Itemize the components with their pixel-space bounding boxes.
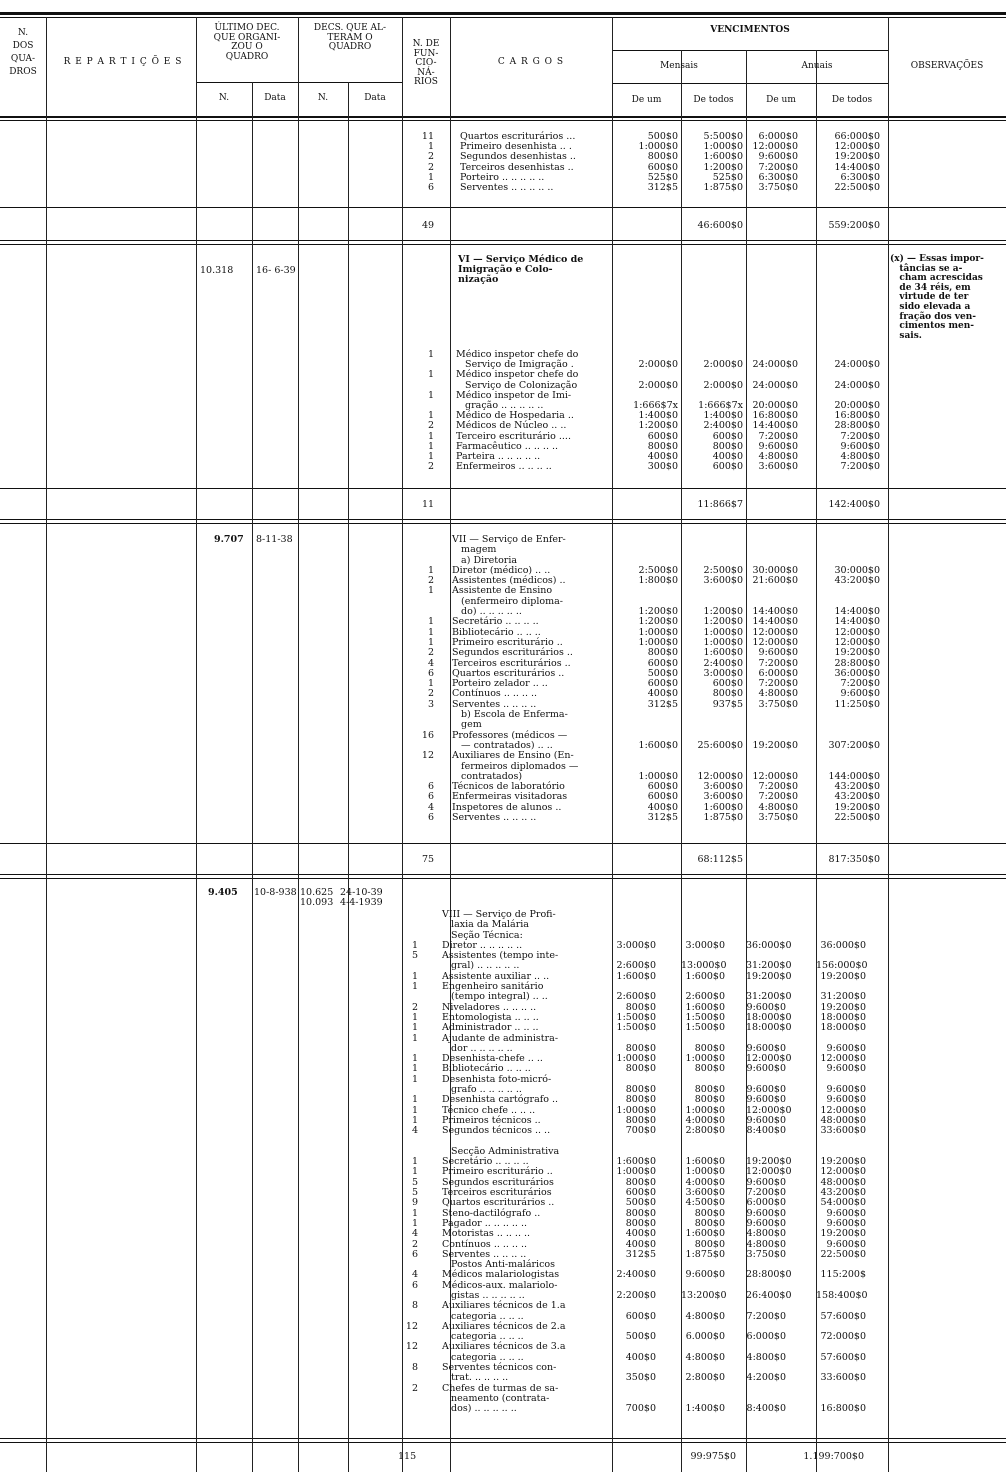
s4-total-n: 115 — [398, 1451, 417, 1462]
header-de-um-2: De um — [766, 95, 796, 105]
s2-anual-todos: 24:000$0 24:000$0 20:000$0 16:800$0 28:800$0 7:200$0 9:600$0 4:800$0 7:200$0 — [834, 359, 880, 473]
header-sub-data-2: Data — [364, 93, 386, 103]
s4-total-mensal: 99:975$0 — [690, 1451, 736, 1462]
s3-total-mensal: 68:112$5 — [697, 854, 743, 865]
s3-total-n: 75 — [422, 854, 435, 865]
s1-total-mensal: 46:600$0 — [697, 220, 743, 231]
section-rule — [0, 1442, 1006, 1443]
header-sub-n: N. — [218, 93, 230, 103]
section-rule — [0, 843, 1006, 844]
s3-mensal-um: 2:500$0 1:800$0 1:200$0 1:200$0 1:000$0 1:000$0 800$0 600$0 500$0 600$0 400$0 312$5 1:600$0 1:000$0 600$0 600$0 400$0 312$5 — [638, 564, 678, 824]
section-rule — [0, 488, 1006, 489]
col-rule — [46, 17, 47, 1472]
s2-title: VI — Serviço Médico de Imigração e Colo- nização — [458, 254, 584, 286]
header-sub-n-2: N. — [317, 93, 329, 103]
header-subrule — [612, 50, 888, 51]
s1-mensal-todos: 5:500$0 1:000$0 1:600$0 1:200$0 525$0 1:875$0 — [703, 131, 743, 194]
s2-mensal-um: 2:000$0 2:000$0 1:666$7x 1:400$0 1:200$0 600$0 800$0 400$0 300$0 — [633, 359, 678, 473]
s1-cargos-list: Quartos escriturários ... Primeiro desenhista .. . Segundos desenhistas .. Terceiros desenhistas .. Porteiro .. .. .. .. .. Serventes .. .. .. .. .. — [460, 131, 576, 194]
s2-total-mensal: 11:866$7 — [697, 499, 743, 510]
header-de-um: De um — [631, 95, 662, 105]
s2-anual-um: 24:000$0 24:000$0 20:000$0 16:800$0 14:400$0 7:200$0 9:600$0 4:800$0 3:600$0 — [752, 359, 798, 473]
s2-cargos-list: Médico inspetor chefe do Serviço de Imigração . Médico inspetor chefe do Serviço de Colonização Médico inspetor de Imi- gração .. .. .. .. .. Médico de Hospedaria .. Médicos de Núcleo .. .. Terceiro escriturário .... Farmacêutico .. .. .. .. Parteira .. .. .. .. .. Enfermeiros .. .. .. .. — [456, 349, 579, 473]
s4-anual-um: 36:000$0 31:200$0 19:200$0 31:200$0 9:600$0 18:000$0 18:000$0 9:600$0 12:000$0 9:600$0 9:600$0 9:600$0 12:000$0 9:600$0 8:400$0 19:200$0 12:000$0 9:600$0 7:200$0 6:000$0 9:600$0 9:600$0 4:800$0 4:800$0 3:750$0 28:800$0 26:400$0 7:200$0 6:000$0 4:800$0 4:200$0 8:400$0 — [746, 939, 792, 1415]
section-rule — [0, 523, 1006, 524]
s4-dec-n: 9.405 — [208, 887, 238, 898]
col-rule — [252, 82, 253, 1472]
s1-anual-um: 6:000$0 12:000$0 9:600$0 7:200$0 6:300$0 3:750$0 — [752, 131, 798, 194]
header-n-dos-quadros: N. DOS QUA- DROS — [9, 28, 37, 77]
s3-anual-todos: 30:000$0 43:200$0 14:400$0 14:400$0 12:000$0 12:000$0 19:200$0 28:800$0 36:000$0 7:200$0 9:600$0 11:250$0 307:200$0 144:000$0 43:200$0 43:200$0 19:200$0 22:500$0 — [828, 564, 880, 824]
section-rule — [0, 519, 1006, 520]
s3-total-anual: 817:350$0 — [828, 854, 880, 865]
header-de-todos: De todos — [693, 95, 734, 105]
col-rule — [298, 17, 299, 1472]
s1-anual-todos: 66:000$0 12:000$0 19:200$0 14:400$0 6:300$0 22:500$0 — [834, 131, 880, 194]
s4-cargos-list: VIII — Serviço de Profi- laxia da Malária Seção Técnica: Diretor .. .. .. .. .. Assistentes (tempo inte- gral) .. .. .. .. .. Assistente auxiliar .. .. Engenheiro sanitário (tempo integral) .. .. Niveladores .. .. .. .. Entomologista .. .. .. Administrador .. .. .. Ajudante de administra- dor .. .. .. .. .. Desenhista-chefe .. .. Bibliotecário .. .. .. Desenhista foto-micró- grafo .. .. .. .. .. Desenhista cartógrafo .. Técnico chefe .. .. .. Primeiros técnicos .. Segundos técnicos .. .. Secção Administrativa Secretário .. .. .. .. Primeiro escriturário .. Segundos escriturários Terceiros escriturários Quartos escriturários .. Steno-dactilógrafo .. Pagador .. .. .. .. .. Motoristas .. .. .. .. Contínuos .. .. .. .. Serventes .. .. .. .. Postos Anti-maláricos Médicos malariologistas Médicos-aux. malariolo- gistas .. .. .. .. .. Auxiliares técnicos de 1.a categoria .. .. .. Auxiliares técnicos de 2.a categoria .. .. .. Auxiliares técnicos de 3.a categoria .. .. .. Serventes técnicos con- trat. .. .. .. .. Chefes de turmas de sa- neamento (contrata- dos) .. .. .. .. .. — [442, 909, 566, 1415]
s4-dec-data: 10-8-938 — [254, 887, 297, 898]
header-reparticoes: R E P A R T I Ç Õ E S — [63, 57, 183, 67]
s4-anual-todos: 36:000$0 156:000$0 19:200$0 31:200$0 19:200$0 18:000$0 18:000$0 9:600$0 12:000$0 9:600$0 9:600$0 9:600$0 12:000$0 48:000$0 33:600$0 19:200$0 12:000$0 48:000$0 43:200$0 54:000$0 9:600$0 9:600$0 19:200$0 9:600$0 22:500$0 115:200$ 158:400$0 57:600$0 72:000$0 57:600$0 33:600$0 16:800$0 — [816, 939, 868, 1415]
s3-cargos-list: VII — Serviço de Enfer- magem a) Diretoria Diretor (médico) .. .. Assistentes (médicos) .. Assistente de Ensino (enfermeiro diploma- do) .. .. .. .. .. Secretário .. .. .. .. Bibliotecário .. .. .. Primeiro escriturário .. Segundos escriturários .. Terceiros escriturários .. Quartos escriturários .. Porteiro zelador .. .. Contínuos .. .. .. .. Serventes .. .. .. .. b) Escola de Enferma- gem Professores (médicos — — contratados) .. .. Auxiliares de Ensino (En- fermeiros diplomados — contratados) Técnicos de laboratório Enfermeiras visitadoras Inspetores de alunos .. Serventes .. .. .. .. — [452, 534, 579, 824]
col-rule — [888, 17, 889, 1472]
top-rule-2 — [0, 17, 1006, 18]
header-cargos: C A R G O S — [497, 57, 565, 67]
s1-total-n: 49 — [422, 220, 435, 231]
col-rule — [402, 17, 403, 1472]
s2-n-list: 1 1 1 1 2 1 1 1 2 — [427, 349, 434, 473]
header-observacoes: OBSERVAÇÕES — [910, 61, 984, 71]
col-rule — [348, 82, 349, 1472]
header-rule — [0, 116, 1006, 118]
header-mensais: Mensais — [660, 61, 698, 71]
s1-n-list: 11 1 2 2 1 6 — [421, 131, 434, 194]
section-rule — [0, 244, 1006, 245]
header-subrule — [612, 83, 888, 84]
section-rule — [0, 240, 1006, 241]
s2-dec-n: 10.318 — [200, 265, 234, 276]
header-sub-data: Data — [264, 93, 286, 103]
s2-observacao: (x) — Essas impor- tâncias se a- cham acrescidas de 34 réis, em virtude de ter sido elevada a fração dos ven- cimentos men- sais. — [890, 254, 984, 341]
s4-n-list: 1 5 1 1 2 1 1 1 1 1 1 1 1 1 4 1 1 5 5 9 1 1 4 2 6 4 6 8 12 12 8 2 — [405, 939, 418, 1394]
section-rule — [0, 878, 1006, 879]
header-ultimo-dec: ÚLTIMO DEC. QUE ORGANI- ZOU O QUADRO — [213, 23, 281, 62]
s4-mensal-todos: 3:000$0 13:000$0 1:600$0 2:600$0 1:600$0 1:500$0 1:500$0 800$0 1:000$0 800$0 800$0 800$0 1:000$0 4:000$0 2:800$0 1:600$0 1:000$0 4:000$0 3:600$0 4:500$0 800$0 800$0 1:600$0 800$0 1:875$0 9:600$0 13:200$0 4:800$0 6.000$0 4:800$0 2:800$0 1:400$0 — [681, 939, 727, 1415]
s3-anual-um: 30:000$0 21:600$0 14:400$0 14:400$0 12:000$0 12:000$0 9:600$0 7:200$0 6:000$0 7:200$0 4:800$0 3:750$0 19:200$0 12:000$0 7:200$0 7:200$0 4:800$0 3:750$0 — [752, 564, 798, 824]
s3-mensal-todos: 2:500$0 3:600$0 1:200$0 1:200$0 1:000$0 1:000$0 1:600$0 2:400$0 3:000$0 600$0 800$0 937$5 25:600$0 12:000$0 3:600$0 3:600$0 1:600$0 1:875$0 — [697, 564, 743, 824]
col-rule — [196, 17, 197, 1472]
header-rule-2 — [0, 120, 1006, 121]
s4-total-anual: 1.199:700$0 — [803, 1451, 864, 1462]
s4-alt-data: 24-10-39 4-4-1939 — [340, 887, 383, 909]
header-decs-alteram: DECS. QUE AL- TERAM O QUADRO — [313, 23, 387, 52]
header-de-todos-2: De todos — [831, 95, 873, 105]
section-rule — [0, 207, 1006, 208]
header-subrule — [298, 82, 402, 83]
s2-mensal-todos: 2:000$0 2:000$0 1:666$7x 1:400$0 2:400$0 600$0 800$0 400$0 600$0 — [698, 359, 743, 473]
s4-mensal-um: 3:000$0 2:600$0 1:600$0 2:600$0 800$0 1:500$0 1:500$0 800$0 1:000$0 800$0 800$0 800$0 1:000$0 800$0 700$0 1:600$0 1:000$0 800$0 600$0 500$0 800$0 800$0 400$0 400$0 312$5 2:400$0 2:200$0 600$0 500$0 400$0 350$0 700$0 — [616, 939, 656, 1415]
s2-dec-data: 16- 6-39 — [256, 265, 296, 276]
s2-total-n: 11 — [422, 499, 435, 510]
s3-dec-n: 9.707 — [214, 534, 244, 545]
top-rule — [0, 12, 1006, 15]
s1-mensal-um: 500$0 1:000$0 800$0 600$0 525$0 312$5 — [638, 131, 678, 194]
header-n-funcionarios: N. DE FUN- CIO- NÁ- RIOS — [412, 39, 440, 87]
s4-alt-n: 10.625 10.093 — [300, 887, 334, 909]
s1-total-anual: 559:200$0 — [828, 220, 880, 231]
s3-dec-data: 8-11-38 — [256, 534, 293, 545]
section-rule — [0, 1438, 1006, 1439]
header-anuais: Anuais — [801, 61, 833, 71]
header-vencimentos: VENCIMENTOS — [710, 25, 790, 35]
s2-total-anual: 142:400$0 — [828, 499, 880, 510]
s3-n-list: 1 2 1 1 1 1 2 4 6 1 2 3 16 12 6 6 4 6 — [421, 564, 434, 824]
header-subrule — [196, 82, 298, 83]
section-rule — [0, 874, 1006, 875]
